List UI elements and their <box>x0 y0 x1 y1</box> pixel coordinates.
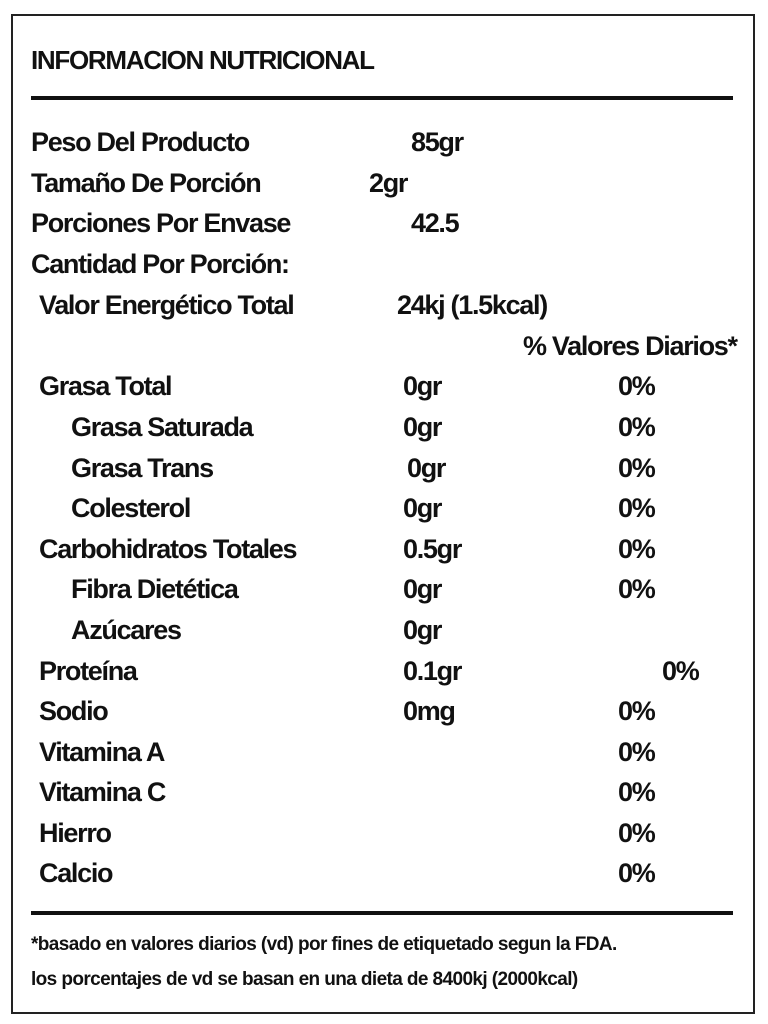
product-weight-label: Peso Del Producto <box>31 127 249 157</box>
nutrient-daily-value: 0% <box>618 818 655 848</box>
top-divider <box>31 96 733 100</box>
footnote-line: *basado en valores diarios (vd) por fines de etiquetado segun la FDA. <box>31 934 617 955</box>
footnote-line: los porcentajes de vd se basan en una dieta de 8400kj (2000kcal) <box>31 969 578 990</box>
nutrient-name: Grasa Trans <box>71 453 213 483</box>
servings-per-container-value: 42.5 <box>411 208 459 238</box>
nutrient-amount: 0.5gr <box>403 534 462 564</box>
nutrient-name: Colesterol <box>71 493 191 523</box>
serving-size-value: 2gr <box>369 168 408 198</box>
amount-per-serving-label: Cantidad Por Porción: <box>31 249 289 279</box>
nutrient-daily-value: 0% <box>618 534 655 564</box>
total-energy-label: Valor Energético Total <box>39 290 294 320</box>
nutrient-daily-value: 0% <box>618 696 655 726</box>
bottom-divider <box>31 911 733 915</box>
daily-value-header: % Valores Diarios* <box>523 331 737 361</box>
label-title: INFORMACION NUTRICIONAL <box>31 45 374 75</box>
nutrient-name: Proteína <box>39 656 137 686</box>
nutrient-amount: 0gr <box>403 493 442 523</box>
nutrient-daily-value: 0% <box>618 371 655 401</box>
nutrient-amount: 0gr <box>403 412 442 442</box>
nutrient-daily-value: 0% <box>618 453 655 483</box>
nutrient-amount: 0gr <box>403 371 442 401</box>
serving-size-label: Tamaño De Porción <box>31 168 261 198</box>
servings-per-container-label: Porciones Por Envase <box>31 208 291 238</box>
nutrient-name: Grasa Saturada <box>71 412 253 442</box>
nutrient-daily-value: 0% <box>618 858 655 888</box>
nutrient-daily-value: 0% <box>662 656 699 686</box>
nutrient-name: Fibra Dietética <box>71 574 238 604</box>
nutrient-daily-value: 0% <box>618 412 655 442</box>
nutrient-name: Vitamina A <box>39 737 165 767</box>
nutrient-daily-value: 0% <box>618 574 655 604</box>
nutrient-amount: 0gr <box>403 615 442 645</box>
total-energy-value: 24kj (1.5kcal) <box>397 290 547 320</box>
nutrient-amount: 0mg <box>403 696 455 726</box>
nutrient-daily-value: 0% <box>618 737 655 767</box>
nutrient-name: Azúcares <box>71 615 181 645</box>
nutrient-daily-value: 0% <box>618 777 655 807</box>
nutrient-name: Carbohidratos Totales <box>39 534 297 564</box>
nutrient-name: Sodio <box>39 696 108 726</box>
nutrient-amount: 0.1gr <box>403 656 462 686</box>
nutrient-name: Hierro <box>39 818 111 848</box>
nutrient-daily-value: 0% <box>618 493 655 523</box>
nutrient-name: Vitamina C <box>39 777 166 807</box>
nutrient-name: Grasa Total <box>39 371 172 401</box>
nutrient-name: Calcio <box>39 858 113 888</box>
nutrient-amount: 0gr <box>403 574 442 604</box>
nutrient-amount: 0gr <box>407 453 446 483</box>
product-weight-value: 85gr <box>411 127 463 157</box>
nutrition-facts-label <box>11 14 755 1014</box>
